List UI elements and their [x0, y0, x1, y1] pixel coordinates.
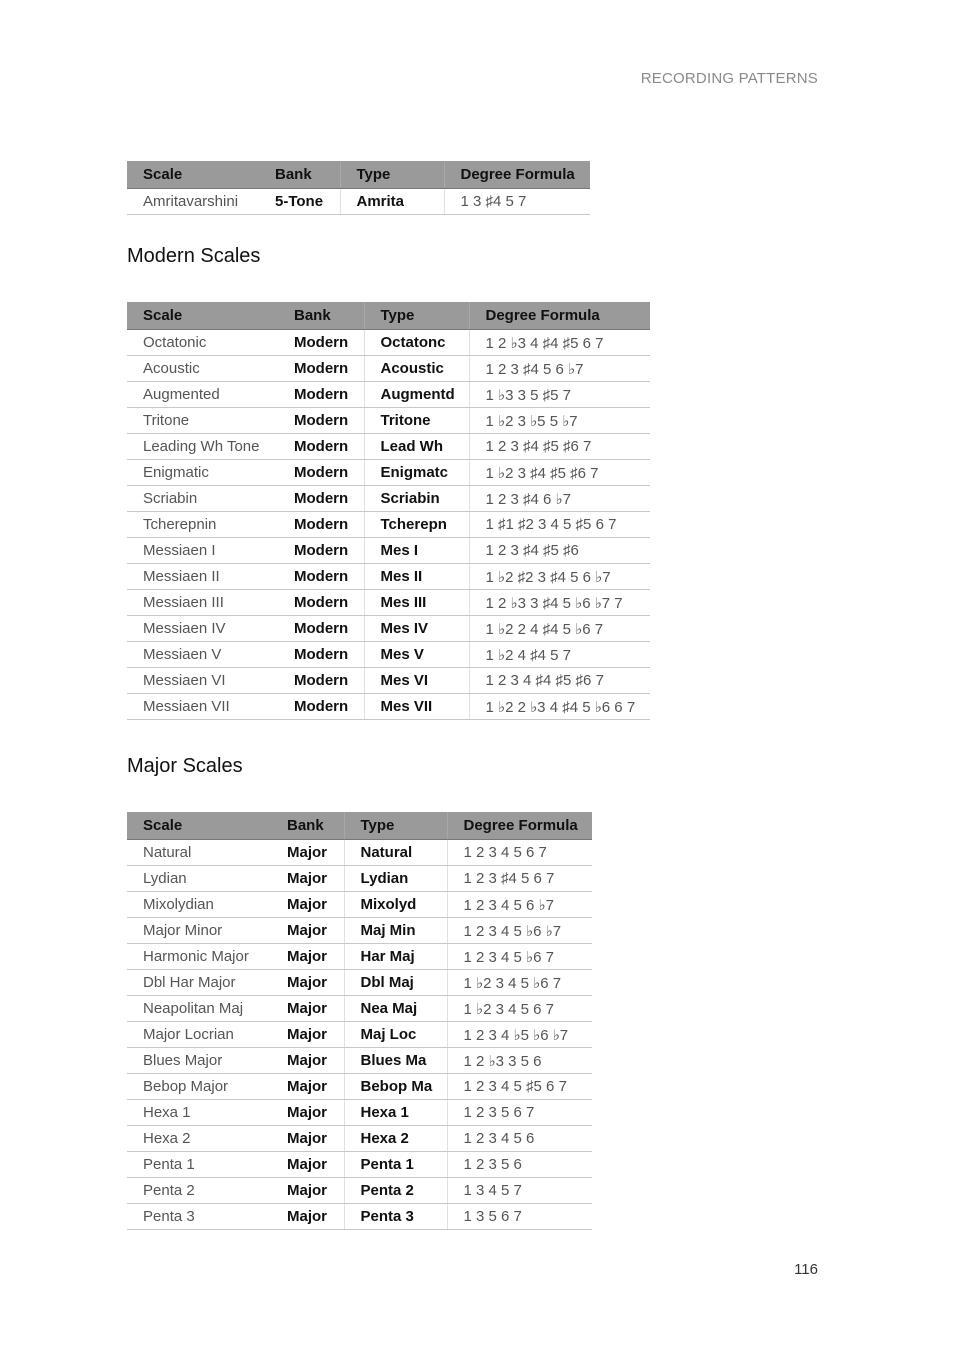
scale-cell: Hexa 2 — [127, 1126, 271, 1152]
degree-formula-cell: 1 2 3 ♯4 ♯5 ♯6 7 — [469, 434, 650, 460]
type-cell: Penta 3 — [344, 1204, 447, 1230]
type-cell: Tritone — [364, 408, 469, 434]
bank-cell: Modern — [278, 330, 364, 356]
scale-cell: Augmented — [127, 382, 278, 408]
degree-formula-cell: 1 2 3 ♯4 ♯5 ♯6 — [469, 538, 650, 564]
bank-cell: Major — [271, 892, 344, 918]
table-row — [127, 944, 592, 970]
scale-cell: Tritone — [127, 408, 278, 434]
table-row — [127, 1204, 592, 1230]
scale-cell: Lydian — [127, 866, 271, 892]
type-cell: Amrita — [340, 189, 444, 215]
scale-cell: Messiaen VI — [127, 668, 278, 694]
type-cell: Nea Maj — [344, 996, 447, 1022]
degree-formula-cell: 1 ♭2 2 ♭3 4 ♯4 5 ♭6 6 7 — [469, 694, 650, 720]
type-cell: Maj Min — [344, 918, 447, 944]
degree-formula-cell: 1 2 3 4 5 6 ♭7 — [447, 892, 592, 918]
bank-cell: Modern — [278, 434, 364, 460]
type-cell: Natural — [344, 840, 447, 866]
col-header-scale: Scale — [127, 302, 278, 330]
degree-formula-cell: 1 2 ♭3 3 ♯4 5 ♭6 ♭7 7 — [469, 590, 650, 616]
table-row — [127, 892, 592, 918]
degree-formula-cell: 1 2 3 5 6 7 — [447, 1100, 592, 1126]
scale-cell: Penta 3 — [127, 1204, 271, 1230]
col-header-scale: Scale — [127, 161, 259, 189]
table-row — [127, 189, 590, 215]
bank-cell: Major — [271, 1126, 344, 1152]
col-header-degree-formula: Degree Formula — [444, 161, 590, 189]
scale-cell: Scriabin — [127, 486, 278, 512]
degree-formula-cell: 1 2 3 4 5 ♯5 6 7 — [447, 1074, 592, 1100]
type-cell: Acoustic — [364, 356, 469, 382]
page-number: 116 — [794, 1261, 818, 1278]
type-cell: Maj Loc — [344, 1022, 447, 1048]
bank-cell: Modern — [278, 408, 364, 434]
table-row — [127, 460, 650, 486]
col-header-type: Type — [364, 302, 469, 330]
scale-cell: Penta 2 — [127, 1178, 271, 1204]
bank-cell: Major — [271, 996, 344, 1022]
degree-formula-cell: 1 ♭2 3 ♭5 5 ♭7 — [469, 408, 650, 434]
bank-cell: Major — [271, 866, 344, 892]
col-header-bank: Bank — [271, 812, 344, 840]
col-header-degree-formula: Degree Formula — [469, 302, 650, 330]
table-row — [127, 382, 650, 408]
bank-cell: Modern — [278, 512, 364, 538]
scale-cell: Natural — [127, 840, 271, 866]
type-cell: Penta 1 — [344, 1152, 447, 1178]
table-row — [127, 642, 650, 668]
bank-cell: Major — [271, 1074, 344, 1100]
table-header-row — [127, 302, 650, 330]
amritavarshini-table — [127, 161, 590, 215]
bank-cell: Modern — [278, 538, 364, 564]
col-header-scale: Scale — [127, 812, 271, 840]
type-cell: Blues Ma — [344, 1048, 447, 1074]
type-cell: Scriabin — [364, 486, 469, 512]
table-row — [127, 1048, 592, 1074]
degree-formula-cell: 1 2 3 ♯4 6 ♭7 — [469, 486, 650, 512]
type-cell: Mes I — [364, 538, 469, 564]
major-scales-table — [127, 812, 592, 1230]
scale-cell: Blues Major — [127, 1048, 271, 1074]
bank-cell: Major — [271, 1100, 344, 1126]
type-cell: Mes VII — [364, 694, 469, 720]
degree-formula-cell: 1 2 3 4 ♯4 ♯5 ♯6 7 — [469, 668, 650, 694]
scale-cell: Mixolydian — [127, 892, 271, 918]
degree-formula-cell: 1 2 3 ♯4 5 6 ♭7 — [469, 356, 650, 382]
table-row — [127, 408, 650, 434]
type-cell: Lead Wh — [364, 434, 469, 460]
type-cell: Hexa 2 — [344, 1126, 447, 1152]
degree-formula-cell: 1 2 3 4 5 6 7 — [447, 840, 592, 866]
table-row — [127, 840, 592, 866]
bank-cell: Major — [271, 970, 344, 996]
type-cell: Octatonc — [364, 330, 469, 356]
degree-formula-cell: 1 ♭2 3 4 5 ♭6 7 — [447, 970, 592, 996]
type-cell: Mes V — [364, 642, 469, 668]
running-header: RECORDING PATTERNS — [640, 70, 818, 87]
scale-cell: Tcherepnin — [127, 512, 278, 538]
scale-cell: Leading Wh Tone — [127, 434, 278, 460]
table-row — [127, 970, 592, 996]
degree-formula-cell: 1 3 ♯4 5 7 — [444, 189, 590, 215]
section-title-modern-scales: Modern Scales — [127, 245, 261, 267]
type-cell: Bebop Ma — [344, 1074, 447, 1100]
table-row — [127, 996, 592, 1022]
col-header-degree-formula: Degree Formula — [447, 812, 592, 840]
col-header-type: Type — [340, 161, 444, 189]
table-row — [127, 512, 650, 538]
bank-cell: Modern — [278, 668, 364, 694]
type-cell: Lydian — [344, 866, 447, 892]
table-row — [127, 866, 592, 892]
bank-cell: Major — [271, 1048, 344, 1074]
scale-cell: Messiaen I — [127, 538, 278, 564]
table-row — [127, 486, 650, 512]
degree-formula-cell: 1 3 4 5 7 — [447, 1178, 592, 1204]
bank-cell: Major — [271, 918, 344, 944]
table-header-row — [127, 812, 592, 840]
degree-formula-cell: 1 ♭2 3 4 5 6 7 — [447, 996, 592, 1022]
degree-formula-cell: 1 2 3 4 ♭5 ♭6 ♭7 — [447, 1022, 592, 1048]
scale-cell: Octatonic — [127, 330, 278, 356]
table-row — [127, 1074, 592, 1100]
table-row — [127, 1178, 592, 1204]
bank-cell: Major — [271, 1178, 344, 1204]
degree-formula-cell: 1 2 3 5 6 — [447, 1152, 592, 1178]
scale-cell: Messiaen III — [127, 590, 278, 616]
bank-cell: Modern — [278, 382, 364, 408]
type-cell: Tcherepn — [364, 512, 469, 538]
type-cell: Penta 2 — [344, 1178, 447, 1204]
degree-formula-cell: 1 ♭2 2 4 ♯4 5 ♭6 7 — [469, 616, 650, 642]
table-row — [127, 1126, 592, 1152]
scale-cell: Messiaen II — [127, 564, 278, 590]
bank-cell: 5-Tone — [259, 189, 340, 215]
bank-cell: Major — [271, 840, 344, 866]
type-cell: Mes VI — [364, 668, 469, 694]
degree-formula-cell: 1 ♭2 3 ♯4 ♯5 ♯6 7 — [469, 460, 650, 486]
table-row — [127, 668, 650, 694]
scale-cell: Messiaen V — [127, 642, 278, 668]
table-row — [127, 1022, 592, 1048]
degree-formula-cell: 1 2 3 4 5 6 — [447, 1126, 592, 1152]
degree-formula-cell: 1 ♭2 ♯2 3 ♯4 5 6 ♭7 — [469, 564, 650, 590]
table-row — [127, 564, 650, 590]
type-cell: Har Maj — [344, 944, 447, 970]
bank-cell: Modern — [278, 642, 364, 668]
table-row — [127, 330, 650, 356]
scale-cell: Penta 1 — [127, 1152, 271, 1178]
col-header-bank: Bank — [259, 161, 340, 189]
table-row — [127, 590, 650, 616]
modern-scales-table — [127, 302, 650, 720]
scale-cell: Dbl Har Major — [127, 970, 271, 996]
table-header-row — [127, 161, 590, 189]
type-cell: Mixolyd — [344, 892, 447, 918]
degree-formula-cell: 1 2 3 4 5 ♭6 ♭7 — [447, 918, 592, 944]
scale-cell: Enigmatic — [127, 460, 278, 486]
degree-formula-cell: 1 ♭2 4 ♯4 5 7 — [469, 642, 650, 668]
bank-cell: Modern — [278, 460, 364, 486]
type-cell: Mes III — [364, 590, 469, 616]
type-cell: Enigmatc — [364, 460, 469, 486]
table-row — [127, 616, 650, 642]
bank-cell: Major — [271, 1022, 344, 1048]
scale-cell: Messiaen IV — [127, 616, 278, 642]
type-cell: Augmentd — [364, 382, 469, 408]
type-cell: Mes IV — [364, 616, 469, 642]
scale-cell: Major Locrian — [127, 1022, 271, 1048]
bank-cell: Modern — [278, 616, 364, 642]
bank-cell: Modern — [278, 694, 364, 720]
degree-formula-cell: 1 2 ♭3 3 5 6 — [447, 1048, 592, 1074]
table-row — [127, 1100, 592, 1126]
col-header-type: Type — [344, 812, 447, 840]
bank-cell: Modern — [278, 564, 364, 590]
degree-formula-cell: 1 3 5 6 7 — [447, 1204, 592, 1230]
degree-formula-cell: 1 2 3 ♯4 5 6 7 — [447, 866, 592, 892]
degree-formula-cell: 1 2 ♭3 4 ♯4 ♯5 6 7 — [469, 330, 650, 356]
bank-cell: Major — [271, 1204, 344, 1230]
bank-cell: Modern — [278, 356, 364, 382]
scale-cell: Bebop Major — [127, 1074, 271, 1100]
scale-cell: Acoustic — [127, 356, 278, 382]
type-cell: Mes II — [364, 564, 469, 590]
col-header-bank: Bank — [278, 302, 364, 330]
table-row — [127, 538, 650, 564]
degree-formula-cell: 1 ♯1 ♯2 3 4 5 ♯5 6 7 — [469, 512, 650, 538]
degree-formula-cell: 1 ♭3 3 5 ♯5 7 — [469, 382, 650, 408]
scale-cell: Harmonic Major — [127, 944, 271, 970]
table-row — [127, 1152, 592, 1178]
table-row — [127, 694, 650, 720]
bank-cell: Modern — [278, 590, 364, 616]
scale-cell: Major Minor — [127, 918, 271, 944]
table-row — [127, 356, 650, 382]
table-row — [127, 434, 650, 460]
degree-formula-cell: 1 2 3 4 5 ♭6 7 — [447, 944, 592, 970]
scale-cell: Neapolitan Maj — [127, 996, 271, 1022]
scale-cell: Hexa 1 — [127, 1100, 271, 1126]
bank-cell: Modern — [278, 486, 364, 512]
bank-cell: Major — [271, 1152, 344, 1178]
type-cell: Dbl Maj — [344, 970, 447, 996]
scale-cell: Amritavarshini — [127, 189, 259, 215]
scale-cell: Messiaen VII — [127, 694, 278, 720]
type-cell: Hexa 1 — [344, 1100, 447, 1126]
bank-cell: Major — [271, 944, 344, 970]
section-title-major-scales: Major Scales — [127, 755, 243, 777]
table-row — [127, 918, 592, 944]
